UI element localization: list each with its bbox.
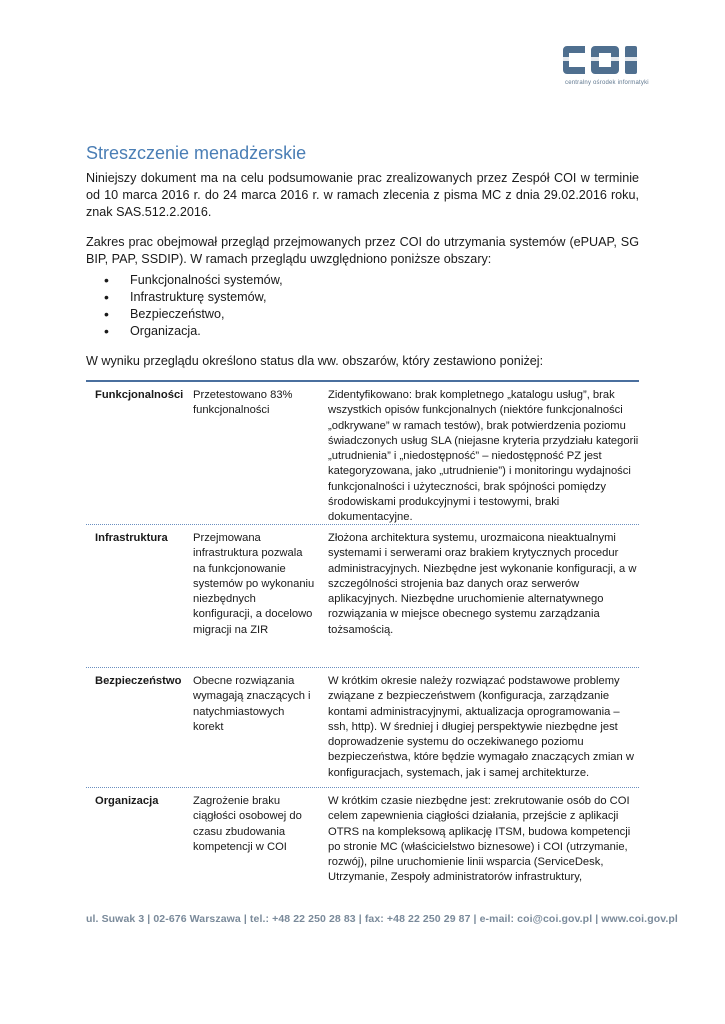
areas-list	[104, 272, 283, 340]
footer-contact: ul. Suwak 3 | 02-676 Warszawa | tel.: +48 22 250 28 83 | fax: +48 22 250 29 87 | e-mail: coi@coi.gov.pl | www.coi.gov.pl	[86, 913, 678, 925]
scope-paragraph: Zakres prac obejmował przegląd przejmowanych przez COI do utrzymania systemów (ePUAP, SG BIP, PAP, SSDIP). W ramach przeglądu uwzględniono poniższe obszary:	[86, 235, 639, 266]
list-item: • Infrastrukturę systemów,	[104, 289, 283, 306]
status-cell: Przejmowana infrastruktura pozwala na funkcjonowanie systemów po wykonaniu niezbędnych konfiguracji, a docelowo migracji na ZIR	[193, 532, 315, 636]
coi-logo-graphic	[555, 42, 665, 78]
list-item: • Organizacja.	[104, 323, 283, 340]
area-cell: Funkcjonalności	[95, 389, 184, 401]
status-cell: Zagrożenie braku ciągłości osobowej do czasu zbudowania kompetencji w COI	[193, 795, 302, 853]
area-cell: Infrastruktura	[95, 532, 168, 544]
row-divider	[86, 667, 639, 668]
status-cell: Przetestowano 83% funkcjonalności	[193, 389, 293, 417]
intro-paragraph: Niniejszy dokument ma na celu podsumowanie prac zrealizowanych przez Zespół COI w terminie od 10 marca 2016 r. do 24 marca 2016 r. w ramach zlecenia z pisma MC z dnia 29.02.2016 roku, znak SAS.512.2.2016.	[86, 171, 639, 219]
list-item: • Funkcjonalności systemów,	[104, 272, 283, 289]
findings-cell: W krótkim czasie niezbędne jest: zrekrutowanie osób do COI celem zapewnienia ciągłości działania, przejście z aplikacji OTRS na kompleksową aplikację ITSM, budowa kompetencji po stronie MC (właścicielstwo biznesowe) i COI (utrzymanie, rozwój), pilne uruchomienie linii wsparcia (ServiceDesk, Utrzymanie, Zespoły administratorów infrastruktury,	[328, 795, 631, 884]
status-cell: Obecne rozwiązania wymagają znaczących i natychmiastowych korekt	[193, 675, 311, 733]
logo-subtitle: centralny ośrodek informatyki	[565, 80, 649, 86]
area-cell: Organizacja	[95, 795, 159, 807]
section-title: Streszczenie menadżerskie	[86, 143, 307, 163]
status-paragraph: W wyniku przeglądu określono status dla ww. obszarów, który zestawiono poniżej:	[86, 354, 544, 368]
row-divider	[86, 524, 639, 525]
table-top-rule	[86, 380, 639, 382]
findings-cell: Zidentyfikowano: brak kompletnego „katalogu usług”, brak wszystkich opisów funkcjonalnych (niektóre funkcjonalności „odkrywane” w ramach testów), brak potwierdzenia poziomu świadczonych usług SLA (niejasne kryteria przydziału kategorii „utrudnienia” i „niedostępność” – niedostępność PZ jest kategoryzowana, jako „utrudnienie”) i monitoringu wydajności funkcjonalności i użyteczności, brak spójności pomiędzy środowiskami produkcyjnymi i testowymi, braki dokumentacyjne.	[328, 389, 639, 524]
findings-cell: Złożona architektura systemu, urozmaicona nieaktualnymi systemami i serwerami oraz brakiem krytycznych procedur administracyjnych. Niezbędne jest wykonanie konfiguracji, a w szczególności strojenia baz danych oraz serwerów aplikacyjnych. Niezbędne uruchomienie alternatywnego rozwiązania w miejsce obecnego systemu zarządzania tożsamością.	[328, 532, 637, 636]
findings-cell: W krótkim okresie należy rozwiązać podstawowe problemy związane z bezpieczeństwem (konfiguracja, zarządzanie kontami administracyjnymi, aktualizacja oprogramowania – ssh, http). W średniej i długiej perspektywie niezbędne jest doprowadzenie systemu do oczekiwanego poziomu bezpieczeństwa, które będzie wymagało znaczących zmian w konfiguracjach, systemach, jak i samej architekturze.	[328, 675, 634, 779]
list-item: • Bezpieczeństwo,	[104, 306, 283, 323]
row-divider	[86, 787, 639, 788]
area-cell: Bezpieczeństwo	[95, 675, 182, 687]
